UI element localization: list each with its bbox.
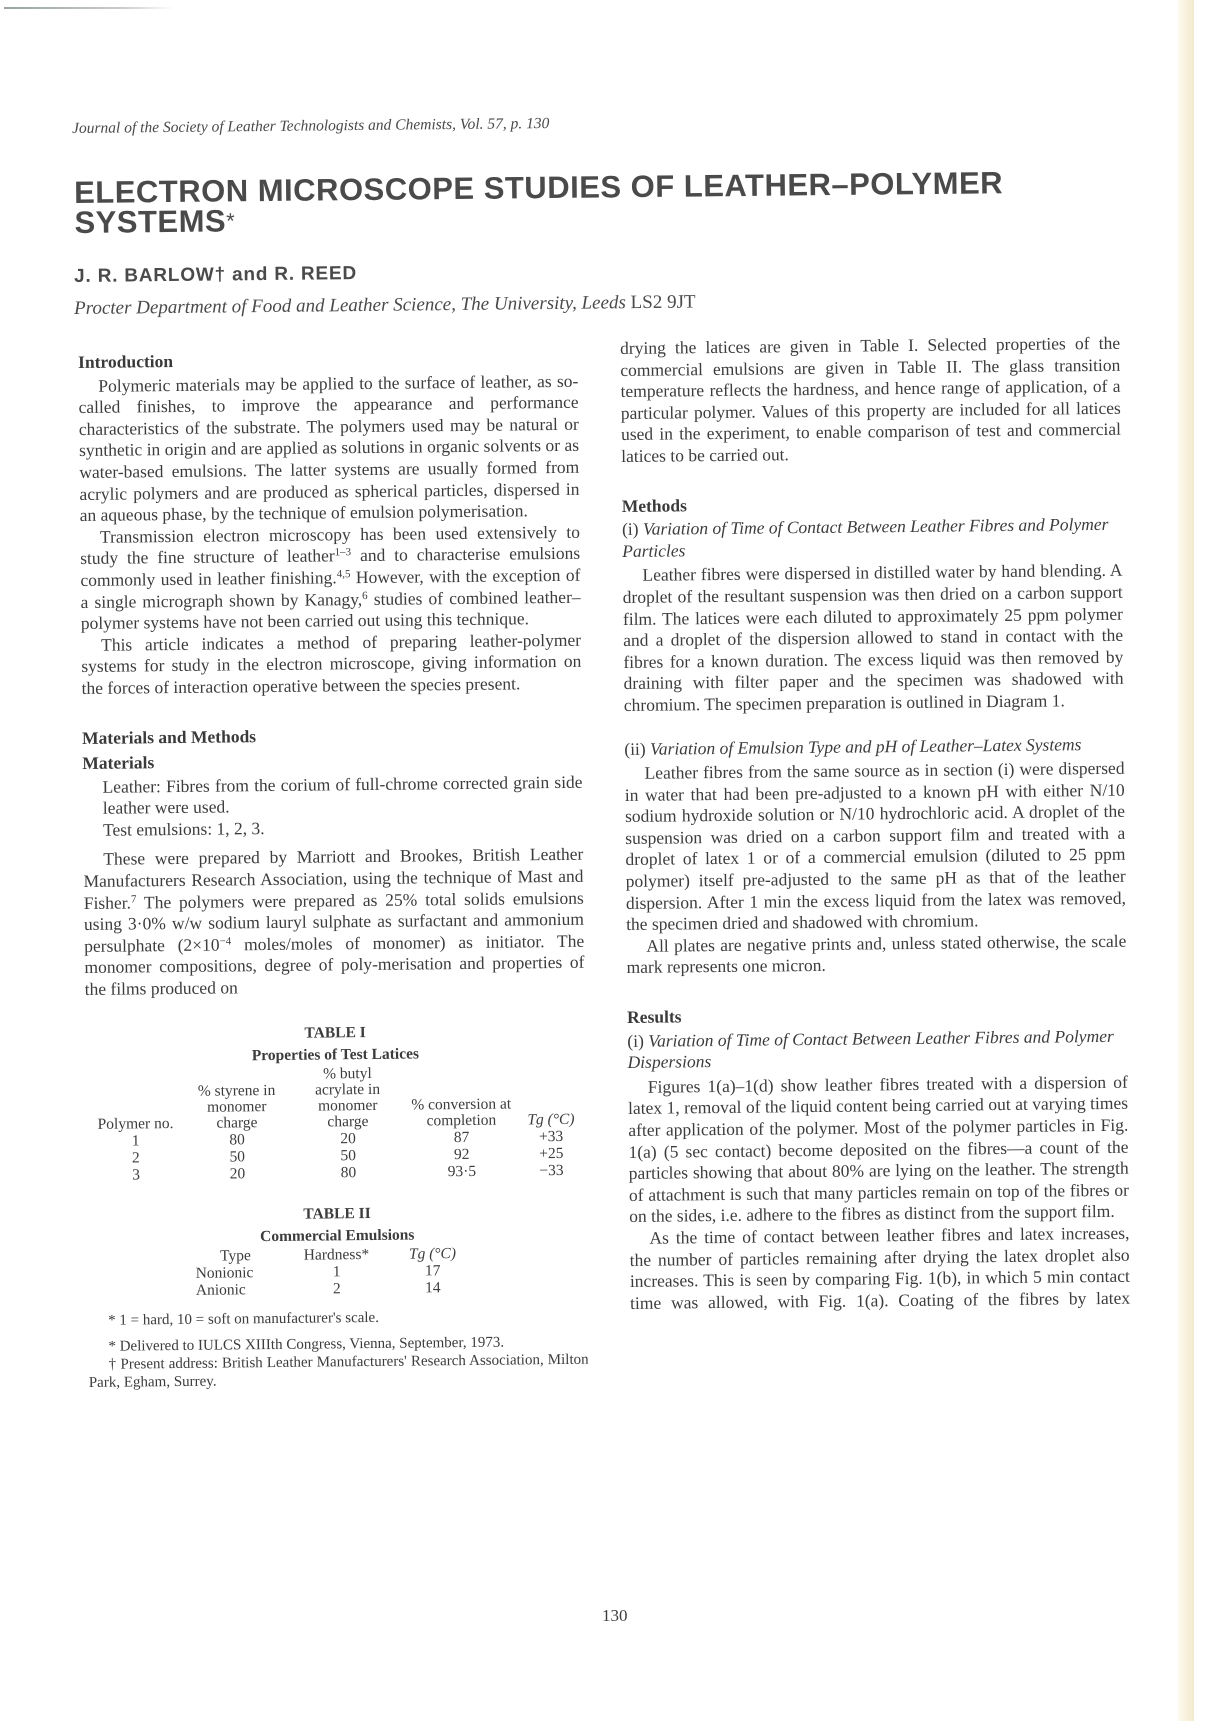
subheading-results-i	[627, 1025, 1127, 1073]
footnote-delivered: * Delivered to IULCS XIIIth Congress, Vienna, September, 1973.	[108, 1334, 505, 1355]
table-2-title: TABLE II	[303, 1204, 371, 1223]
table-cell: Nonionic	[195, 1263, 254, 1282]
citation-1-3: 1–3	[334, 546, 352, 559]
title-line-1: ELECTRON MICROSCOPE STUDIES OF LEATHER–POLYMER	[73, 165, 1004, 210]
table-cell: 17	[424, 1261, 441, 1280]
table-cell: 14	[424, 1278, 441, 1297]
article-title	[73, 165, 1055, 240]
title-footnote-mark: *	[225, 208, 236, 234]
table-row	[188, 1279, 476, 1299]
page-edge-shadow	[1178, 0, 1194, 1721]
table-1-header: % styrene in monomer charge	[197, 1081, 276, 1132]
table-1-grid	[89, 1063, 583, 1183]
results-paragraph-2: As the time of contact between leather fibres and latex increases, the number of particles remaining after drying the latex droplet also increases. This is seen by comparing Fig. 1(b), in which 5 min contact time was allowed, with Fig. 1(a). Coating of the fibres by latex	[629, 1222, 1131, 1313]
subheading-number: (i)	[621, 518, 639, 540]
table-cell: 50	[229, 1147, 246, 1166]
footnotes	[88, 1306, 589, 1391]
methods-ii-paragraph: Leather fibres from the same source as in section (i) were dispersed in water that had been pre-adjusted to a known pH with either N/10 sodium hydroxide solution or N/10 hydrochloric acid. A droplet of the suspension was dried on a carbon support film and treated with a droplet of latex 1 or of a commercial emulsion (diluted to 25 ppm polymer) itself pre-adjusted to the same pH as that of the leather dispersion. After 1 min the excess liquid from the latex was removed, the specimen dried and shadowed with chromium.	[624, 757, 1126, 935]
citation-6: 6	[362, 589, 368, 602]
table-cell: 50	[340, 1146, 357, 1164]
table-1-header: % conversion at completion	[411, 1095, 512, 1130]
intro-p2-text-b: and to characterise emulsions commonly used in leather finishing.	[80, 543, 581, 590]
page-number: 130	[602, 1606, 628, 1625]
left-column	[78, 347, 589, 1392]
citation-4-5: 4,5	[336, 568, 351, 581]
methods-i-paragraph: Leather fibres were dispersed in distilled water by hand blending. A droplet of the resultant suspension was then dried on a carbon support film. The latices were each diluted to approximately 25 ppm polymer and a droplet of the dispersion allowed to stand in contact with the fibres for a known duration. The excess liquid was then removed by draining with filter paper and the specimen was shadowed with chromium. The specimen preparation is outlined in Diagram 1.	[622, 560, 1124, 715]
table-2-grid	[187, 1246, 476, 1299]
methods-plates-paragraph: All plates are negative prints and, unless stated otherwise, the scale mark represents one micron.	[626, 930, 1127, 978]
intro-paragraph-2	[80, 522, 581, 635]
intro-p2-text-a: Transmission electron microscopy has been used extensively to study the fine structure of leather	[80, 521, 581, 569]
subheading-number: (ii)	[624, 738, 646, 759]
table-cell: 80	[340, 1163, 357, 1181]
footnote-address: † Present address: British Leather Manufacturers' Research Association, Milton Park, Egham, Surrey.	[88, 1351, 589, 1391]
intro-p2-text-c: However, with the exception of a single micrograph shown by Kanagy,	[80, 564, 581, 612]
table-1-title: TABLE I	[304, 1023, 366, 1042]
subheading-methods-ii	[624, 733, 1124, 760]
heading-results: Results	[627, 1006, 682, 1027]
table-cell: −33	[539, 1161, 564, 1179]
materials-paragraph	[83, 844, 585, 1000]
intro-paragraph-3: This article indicates a method of preparing leather-polymer systems for study in the electron microscope, giving information on the forces of interaction operative between the species present.	[81, 629, 582, 698]
table-cell: 93·5	[447, 1162, 477, 1180]
subheading-number: (i)	[627, 1030, 644, 1051]
subheading-title: Variation of Emulsion Type and pH of Leather–Latex Systems	[649, 733, 1082, 759]
continued-paragraph: drying the latices are given in Table I. Selected properties of the commercial emulsions are given in Table II. The glass transition temperature reflects the hardness, and hence range of application, of a particular polymer. Values of this property are included for all latices used in the experiment, to enable comparison of test and commercial latices to be carried out.	[620, 332, 1122, 466]
table-2-note: * 1 = hard, 10 = soft on manufacturer's scale.	[108, 1309, 380, 1329]
table-cell: +25	[539, 1144, 564, 1162]
subheading-title: Variation of Time of Contact Between Leather Fibres and Polymer Particles	[622, 514, 1109, 561]
subheading-methods-i	[622, 514, 1122, 562]
table-1-header-row	[89, 1063, 583, 1132]
table-2-header: Type	[219, 1246, 251, 1265]
table-cell: 80	[229, 1130, 245, 1149]
table-cell: Anionic	[195, 1280, 246, 1299]
heading-materials: Materials	[82, 752, 155, 774]
table-2-header: Hardness*	[303, 1245, 370, 1264]
results-paragraph-1: Figures 1(a)–1(d) show leather fibres treated with a dispersion of latex 1, removal of the liquid content being carried out at varying times after application of the polymer. Most of the polymer particles in Fig. 1(a) (5 sec contact) become deposited on the fibres—a count of the particles showing that about 80% are lying on the leather. The strength of attachment is such that many particles remain on top of the fibres or on the sides, i.e. adhere to the fibres as distinct from the support film.	[627, 1071, 1130, 1227]
affiliation-postcode: LS2 9JT	[630, 291, 696, 314]
affiliation	[74, 291, 696, 320]
table-1-subtitle: Properties of Test Latices	[251, 1045, 420, 1064]
table-1-header: Tg (°C)	[527, 1110, 575, 1128]
authors: J. R. BARLOW† and R. REED	[74, 263, 358, 287]
right-column	[620, 333, 1130, 1315]
materials-list	[82, 771, 583, 841]
table-cell: 1	[131, 1132, 140, 1150]
table-cell: 2	[332, 1279, 341, 1298]
heading-materials-and-methods: Materials and Methods	[81, 725, 257, 748]
table-2-subtitle: Commercial Emulsions	[260, 1226, 415, 1245]
materials-p-text-c: moles/moles of monomer) as initiator. The monomer compositions, degree of poly-merisation and properties of the films produced on	[84, 930, 585, 999]
table-cell: +33	[538, 1127, 564, 1145]
heading-introduction: Introduction	[78, 351, 174, 372]
table-cell: 20	[340, 1129, 356, 1147]
table-cell: 2	[131, 1149, 140, 1167]
materials-p-text-a: These were prepared by Marriott and Brookes, British Leather Manufacturers Research Association, using the technique of Mast and Fisher.	[83, 844, 584, 913]
scan-edge-rule	[4, 7, 174, 9]
affiliation-text: Procter Department of Food and Leather Science, The University, Leeds	[74, 292, 626, 319]
intro-paragraph-1: Polymeric materials may be applied to the surface of leather, as so-called finishes, to improve the appearance and performance characteristics of the substrate. The polymers used may be natural or synthetic in origin and are applied as solutions in organic solvents or as water-based emulsions. The latter systems are usually formed from acrylic polymers and are produced as spherical particles, dispersed in an aqueous phase, by the technique of emulsion polymerisation.	[78, 370, 580, 526]
table-cell: 92	[453, 1145, 470, 1163]
materials-p-text-b: The polymers were prepared as 25% total solids emulsions using 3·0% w/w sodium lauryl sulphate as surfactant and ammonium persulphate (2×10	[83, 887, 585, 956]
heading-methods: Methods	[621, 494, 687, 516]
table-2-header: Tg (°C)	[408, 1244, 457, 1263]
table-cell: 1	[332, 1262, 341, 1281]
table-1	[85, 1021, 587, 1183]
running-head: Journal of the Society of Leather Technologists and Chemists, Vol. 57, p. 130	[72, 115, 550, 137]
table-1-header: % butyl acrylate in monomer charge	[314, 1064, 381, 1131]
subheading-title: Variation of Time of Contact Between Leather Fibres and Polymer Dispersions	[627, 1025, 1114, 1073]
table-cell: 87	[453, 1128, 470, 1146]
table-cell: 3	[132, 1166, 141, 1184]
materials-test-emulsions: Test emulsions: 1, 2, 3.	[102, 817, 265, 840]
table-cell: 20	[229, 1164, 246, 1183]
title-line-2-text: SYSTEMS	[74, 203, 227, 240]
exponent: −4	[219, 935, 232, 948]
table-2	[87, 1202, 588, 1299]
citation-7: 7	[130, 893, 137, 906]
materials-leather: Leather: Fibres from the corium of full-chrome corrected grain side leather were used.	[102, 771, 583, 819]
table-1-header: Polymer no.	[97, 1114, 174, 1133]
intro-p2-text-d: studies of combined leather–polymer systems have not been carried out using this technique.	[80, 586, 581, 634]
